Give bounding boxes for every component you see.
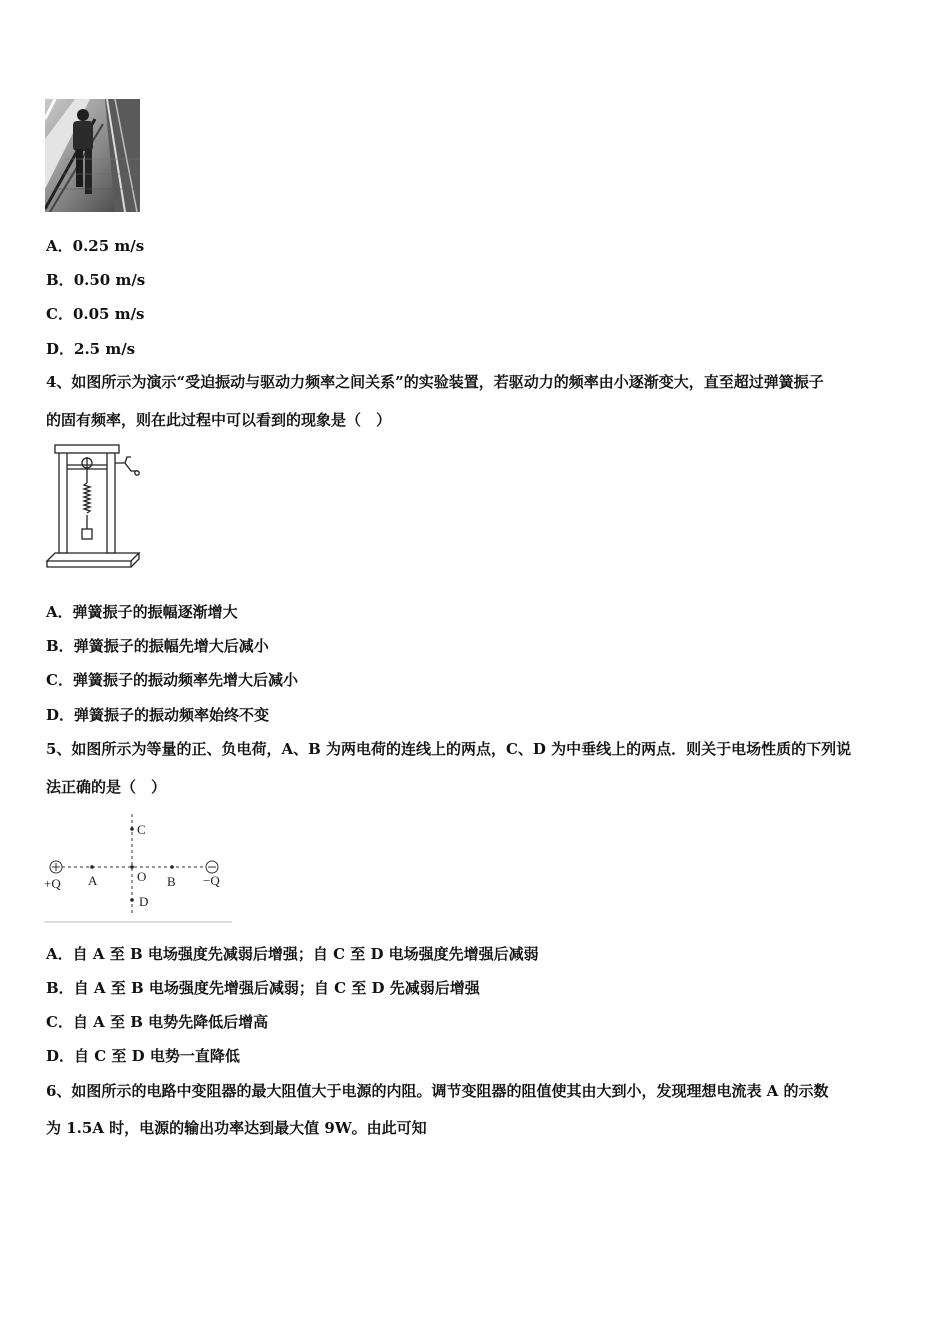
escalator-photo [45, 99, 140, 212]
point-c-label: C [137, 822, 146, 837]
q3-option-d: D．2.5 m/s [46, 340, 136, 358]
q3-option-b: B．0.50 m/s [46, 271, 146, 289]
q4-option-d: D．弹簧振子的振动频率始终不变 [46, 706, 270, 724]
q4-stem-line2: 的固有频率，则在此过程中可以看到的现象是（ ） [46, 411, 392, 429]
q4-option-c: C．弹簧振子的振动频率先增大后减小 [46, 671, 298, 689]
q3-option-c: C．0.05 m/s [46, 305, 145, 323]
charge-diagram [44, 812, 234, 924]
q5-option-a: A．自 A 至 B 电场强度先减弱后增强；自 C 至 D 电场强度先增强后减弱 [46, 945, 539, 963]
q4-option-a: A．弹簧振子的振幅逐渐增大 [46, 603, 238, 621]
forced-vibration-apparatus [45, 443, 141, 573]
q5-stem-line2: 法正确的是（ ） [46, 778, 167, 796]
q4-stem-line1: 4、如图所示为演示“受迫振动与驱动力频率之间关系”的实验装置，若驱动力的频率由小逐渐变大，直至超过弹簧振子 [46, 373, 824, 391]
q3-option-a: A．0.25 m/s [46, 237, 145, 255]
q5-option-c: C．自 A 至 B 电势先降低后增高 [46, 1013, 269, 1031]
minus-q-label: −Q [203, 873, 220, 888]
point-d-label: D [139, 894, 149, 909]
plus-q-label: +Q [44, 876, 61, 891]
q5-option-d: D．自 C 至 D 电势一直降低 [46, 1047, 240, 1065]
q6-stem-line1: 6、如图所示的电路中变阻器的最大阻值大于电源的内阻。调节变阻器的阻值使其由大到小，发现理想电流表 A 的示数 [46, 1082, 829, 1100]
point-o-label: O [137, 869, 147, 884]
point-a-label: A [88, 873, 98, 888]
q5-stem-line1: 5、如图所示为等量的正、负电荷，A、B 为两电荷的连线上的两点，C、D 为中垂线上的两点．则关于电场性质的下列说 [46, 740, 852, 758]
q5-option-b: B．自 A 至 B 电场强度先增强后减弱；自 C 至 D 先减弱后增强 [46, 979, 480, 997]
point-b-label: B [167, 874, 176, 889]
q6-stem-line2: 为 1.5A 时，电源的输出功率达到最大值 9W。由此可知 [46, 1119, 427, 1137]
q4-option-b: B．弹簧振子的振幅先增大后减小 [46, 637, 269, 655]
